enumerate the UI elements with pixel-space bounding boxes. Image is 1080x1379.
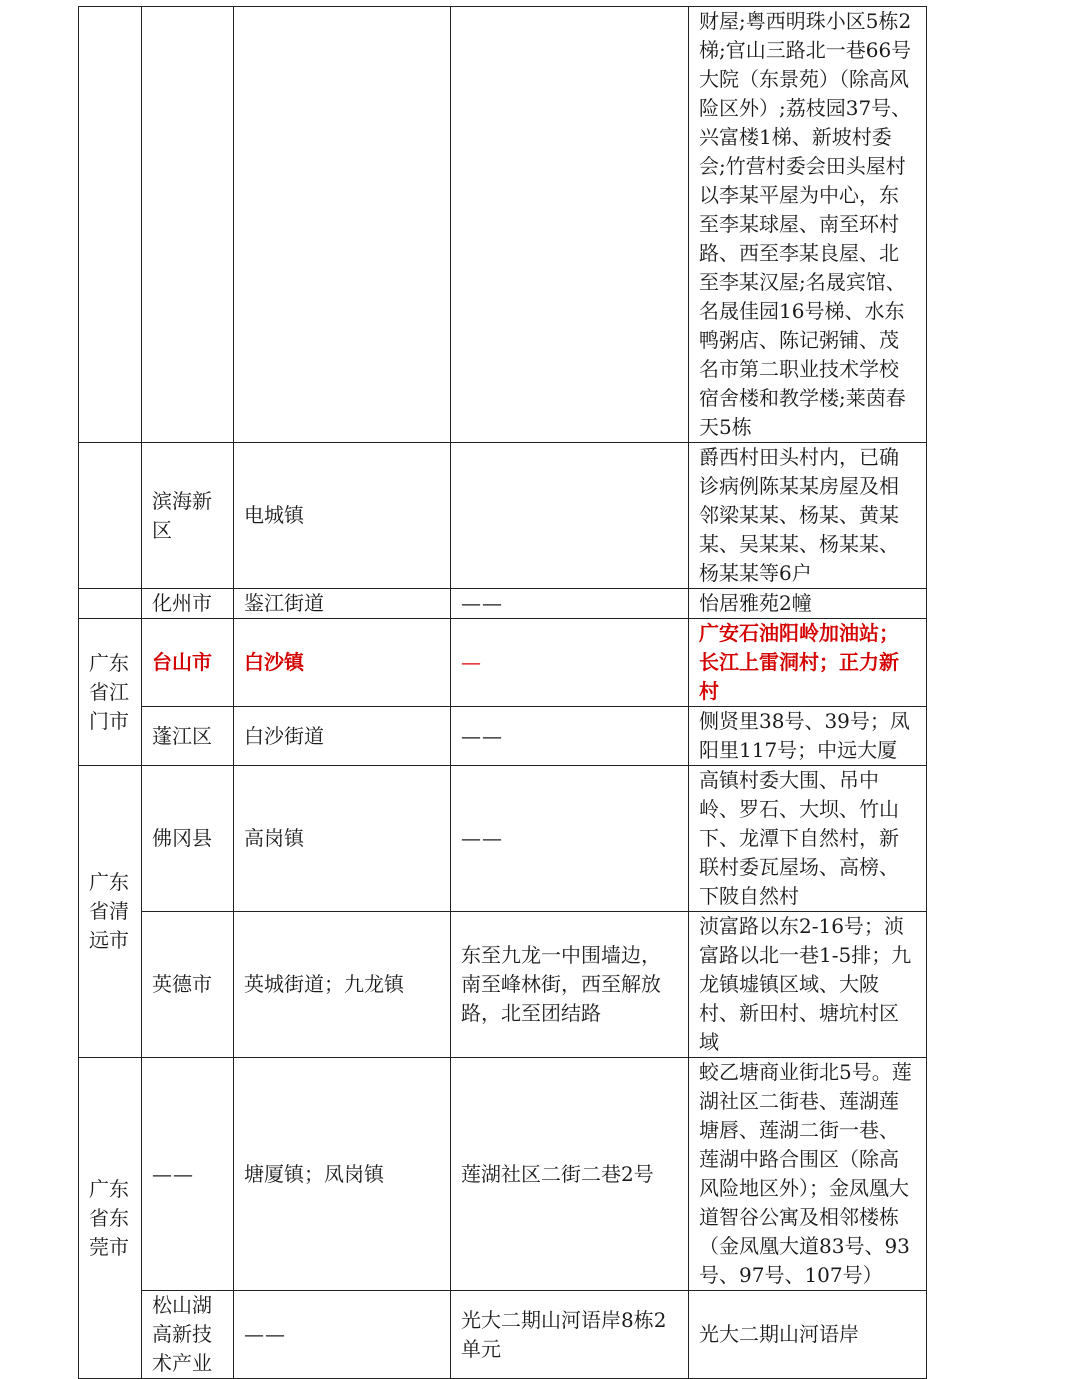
area-cell: 光大二期山河语岸 [689,1291,927,1379]
area-cell: 财屋;粤西明珠小区5栋2梯;官山三路北一巷66号大院（东景苑）（除高风险区外）;荔枝园37号、兴富楼1梯、新坡村委会;竹营村委会田头屋村以李某平屋为中心，东至李某球屋、南至环村路、西至李某良屋、北至李某汉屋;名晟宾馆、名晟佳园16号梯、水东鸭粥店、陈记粥铺、茂名市第二职业技术学校宿舍楼和教学楼;莱茵春天5栋 [689,7,927,443]
town-cell [234,7,451,443]
town-cell: 塘厦镇；凤岗镇 [234,1058,451,1291]
town-cell: 英城街道；九龙镇 [234,912,451,1058]
area-cell: 怡居雅苑2幢 [689,589,927,619]
boundary-cell [451,443,689,589]
table-row [79,766,927,912]
table-row [79,7,927,443]
area-cell: 广安石油阳岭加油站；长江上雷洞村；正力新村 [689,619,927,707]
city-cell [79,7,142,443]
town-cell: 白沙镇 [234,619,451,707]
boundary-cell: —— [451,707,689,766]
district-cell: 化州市 [142,589,234,619]
boundary-cell: —— [451,766,689,912]
table-row [79,912,927,1058]
area-cell: 侧贤里38号、39号；凤阳里117号；中远大厦 [689,707,927,766]
district-cell: —— [142,1058,234,1291]
town-cell: —— [234,1291,451,1379]
city-cell: 广东省东莞市 [79,1058,142,1379]
city-cell [79,589,142,619]
boundary-cell: 光大二期山河语岸8栋2单元 [451,1291,689,1379]
table-row [79,1058,927,1291]
district-cell: 佛冈县 [142,766,234,912]
boundary-cell [451,7,689,443]
town-cell: 高岗镇 [234,766,451,912]
table-row [79,707,927,766]
town-cell: 白沙街道 [234,707,451,766]
table-row [79,619,927,707]
district-cell: 台山市 [142,619,234,707]
district-cell [142,7,234,443]
district-cell: 英德市 [142,912,234,1058]
table-row [79,1291,927,1379]
area-cell: 浈富路以东2-16号；浈富路以北一巷1-5排；九龙镇墟镇区域、大陂村、新田村、塘坑村区域 [689,912,927,1058]
district-cell: 滨海新区 [142,443,234,589]
boundary-cell: —— [451,589,689,619]
risk-area-table [78,6,927,1379]
city-cell: 广东省清远市 [79,766,142,1058]
boundary-cell: 东至九龙一中围墙边，南至峰林街，西至解放路，北至团结路 [451,912,689,1058]
boundary-cell: — [451,619,689,707]
district-cell: 蓬江区 [142,707,234,766]
table-row [79,589,927,619]
table-row [79,443,927,589]
town-cell: 电城镇 [234,443,451,589]
area-cell: 蛟乙塘商业街北5号。莲湖社区二街巷、莲湖莲塘唇、莲湖二街一巷、莲湖中路合围区（除高风险地区外）；金凤凰大道智谷公寓及相邻楼栋（金凤凰大道83号、93号、97号、107号） [689,1058,927,1291]
boundary-cell: 莲湖社区二街二巷2号 [451,1058,689,1291]
city-cell [79,443,142,589]
area-cell: 爵西村田头村内，已确诊病例陈某某房屋及相邻梁某某、杨某、黄某某、吴某某、杨某某、杨某某等6户 [689,443,927,589]
area-cell: 高镇村委大围、吊中岭、罗石、大坝、竹山下、龙潭下自然村，新联村委瓦屋场、高榜、下陂自然村 [689,766,927,912]
city-cell: 广东省江门市 [79,619,142,766]
district-cell: 松山湖高新技术产业 [142,1291,234,1379]
town-cell: 鉴江街道 [234,589,451,619]
